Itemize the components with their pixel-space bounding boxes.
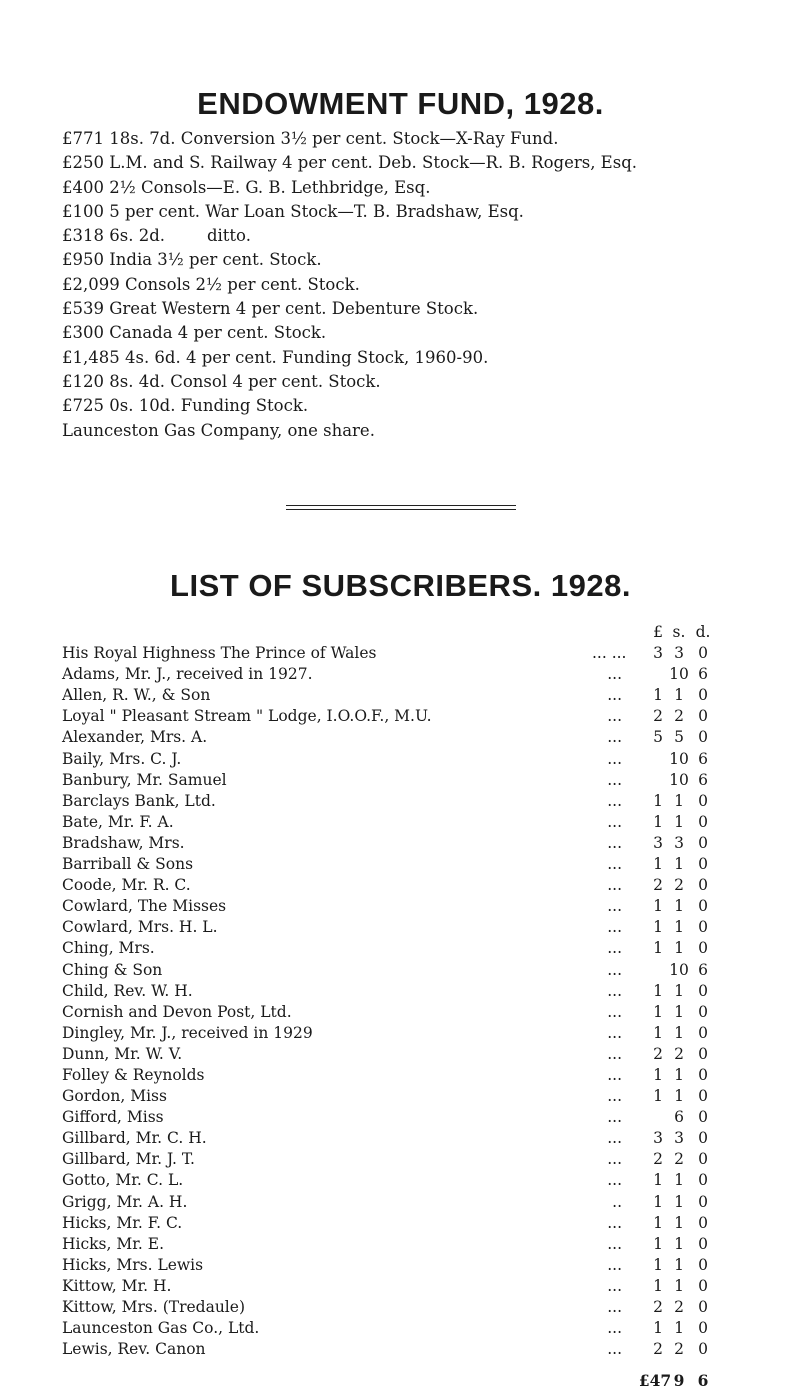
- amount-pence: 0: [698, 1023, 708, 1042]
- leader-dots: ...: [607, 1340, 622, 1359]
- amount-pounds: 2: [653, 1298, 663, 1316]
- amount-pounds: 1: [653, 1023, 663, 1042]
- subscriber-name: Hicks, Mr. F. C.: [62, 1213, 183, 1232]
- subscriber-name: Folley & Reynolds: [62, 1065, 205, 1084]
- subscriber-name: Coode, Mr. R. C.: [62, 876, 191, 895]
- leader-dots: ...: [607, 855, 622, 874]
- subscriber-name: Hicks, Mr. E.: [62, 1234, 165, 1253]
- leader-dots: ... ...: [592, 644, 627, 663]
- amount-pence: 6: [698, 665, 708, 684]
- subscriber-row: [62, 1339, 792, 1360]
- amount-pounds: 1: [653, 1002, 663, 1021]
- amount-pounds: 1: [653, 981, 663, 1000]
- pounds-header: £: [653, 623, 663, 641]
- subscriber-name: Cowlard, The Misses: [62, 897, 227, 916]
- leader-dots: ...: [607, 665, 622, 684]
- subscriber-row: [62, 1170, 792, 1191]
- amount-shillings: 2: [674, 707, 684, 726]
- subscribers-title: LIST OF SUBSCRIBERS. 1928.: [170, 568, 631, 603]
- subscriber-row: [62, 917, 792, 938]
- amount-shillings: 1: [674, 1192, 684, 1211]
- amount-shillings: 6: [674, 1108, 684, 1127]
- leader-dots: ...: [607, 770, 622, 789]
- subscriber-row: [62, 1149, 792, 1170]
- amount-pounds: 1: [653, 1087, 663, 1106]
- amount-shillings: 1: [674, 855, 684, 874]
- amount-shillings: 10: [669, 749, 689, 768]
- leader-dots: ...: [607, 1150, 622, 1169]
- leader-dots: ...: [607, 1129, 622, 1148]
- amount-pounds: 3: [653, 1129, 663, 1148]
- leader-dots: ...: [607, 876, 622, 895]
- amount-pounds: 1: [653, 1276, 663, 1295]
- amount-pounds: 1: [653, 686, 663, 705]
- subscriber-row: [62, 685, 792, 706]
- endowment-title: ENDOWMENT FUND, 1928.: [197, 86, 604, 121]
- subscriber-name: Bradshaw, Mrs.: [62, 833, 185, 852]
- subscriber-row: [62, 1023, 792, 1044]
- subscriber-name: Hicks, Mrs. Lewis: [62, 1255, 204, 1274]
- amount-shillings: 10: [669, 960, 689, 979]
- subscriber-name: Alexander, Mrs. A.: [62, 728, 208, 747]
- amount-pounds: 1: [653, 897, 663, 916]
- amount-shillings: 1: [674, 1065, 684, 1084]
- amount-shillings: 2: [674, 1298, 684, 1316]
- subscriber-name: Gillbard, Mr. J. T.: [62, 1150, 195, 1169]
- amount-pounds: 1: [653, 1065, 663, 1084]
- amount-shillings: 1: [674, 1234, 684, 1253]
- leader-dots: ...: [607, 749, 622, 768]
- amount-pounds: 1: [653, 918, 663, 937]
- amount-shillings: 3: [674, 833, 684, 852]
- amount-pounds: 1: [653, 791, 663, 810]
- amount-pence: 0: [698, 939, 708, 958]
- fund-line: £950 India 3½ per cent. Stock.: [62, 250, 322, 270]
- divider-rule-bottom: [286, 509, 516, 510]
- leader-dots: ...: [607, 686, 622, 705]
- currency-header-row: [62, 622, 792, 643]
- leader-dots: ...: [607, 1276, 622, 1295]
- amount-shillings: 1: [674, 897, 684, 916]
- subscriber-row: [62, 643, 792, 664]
- fund-line: Launceston Gas Company, one share.: [62, 420, 375, 440]
- leader-dots: ...: [607, 728, 622, 747]
- leader-dots: ...: [607, 939, 622, 958]
- divider-rule-top: [286, 505, 516, 506]
- fund-line: £120 8s. 4d. Consol 4 per cent. Stock.: [62, 371, 381, 391]
- subscriber-name: Adams, Mr. J., received in 1927.: [62, 665, 313, 684]
- amount-shillings: 1: [674, 1087, 684, 1106]
- subscriber-row: [62, 938, 792, 959]
- leader-dots: ...: [607, 1002, 622, 1021]
- amount-shillings: 1: [674, 1171, 684, 1190]
- amount-pounds: 2: [653, 876, 663, 895]
- amount-pence: 0: [698, 833, 708, 852]
- subscriber-name: Gillbard, Mr. C. H.: [62, 1129, 207, 1148]
- amount-pence: 0: [698, 1213, 708, 1232]
- leader-dots: ...: [607, 1023, 622, 1042]
- amount-pence: 0: [698, 918, 708, 937]
- amount-pounds: 2: [653, 1340, 663, 1359]
- fund-line: £318 6s. 2d. ditto.: [62, 226, 251, 246]
- amount-pounds: 2: [653, 707, 663, 726]
- amount-pence: 0: [698, 686, 708, 705]
- amount-pence: 0: [698, 1192, 708, 1211]
- subscriber-name: Dingley, Mr. J., received in 1929: [62, 1023, 313, 1042]
- subscriber-row: [62, 1213, 792, 1234]
- amount-shillings: 1: [674, 791, 684, 810]
- fund-line: £100 5 per cent. War Loan Stock—T. B. Bradshaw, Esq.: [62, 201, 524, 221]
- amount-shillings: 1: [674, 1319, 684, 1338]
- amount-pence: 0: [698, 897, 708, 916]
- amount-pence: 0: [698, 1255, 708, 1274]
- leader-dots: ...: [607, 960, 622, 979]
- amount-pence: 6: [698, 749, 708, 768]
- amount-pence: 0: [698, 1340, 708, 1359]
- amount-pence: 0: [698, 1298, 708, 1316]
- subscriber-name: Dunn, Mr. W. V.: [62, 1044, 183, 1063]
- amount-shillings: 3: [674, 644, 684, 663]
- amount-pounds: 2: [653, 1150, 663, 1169]
- leader-dots: ...: [607, 1234, 622, 1253]
- total-shillings: 9: [673, 1371, 685, 1391]
- subscriber-name: His Royal Highness The Prince of Wales: [62, 644, 377, 663]
- subscriber-name: Loyal " Pleasant Stream " Lodge, I.O.O.F., M.U.: [62, 707, 432, 726]
- amount-pence: 0: [698, 1108, 708, 1127]
- amount-shillings: 10: [669, 770, 689, 789]
- leader-dots: ...: [607, 1065, 622, 1084]
- amount-pence: 0: [698, 728, 708, 747]
- amount-pence: 6: [698, 960, 708, 979]
- amount-pence: 0: [698, 644, 708, 663]
- amount-pence: 0: [698, 1319, 708, 1338]
- leader-dots: ...: [607, 1044, 622, 1063]
- subscriber-rows: [62, 643, 792, 1360]
- pence-header: d.: [695, 623, 711, 641]
- fund-line: £725 0s. 10d. Funding Stock.: [62, 396, 309, 416]
- subscriber-row: [62, 1128, 792, 1149]
- amount-pence: 0: [698, 1044, 708, 1063]
- subscriber-row: [62, 1297, 792, 1318]
- amount-pence: 0: [698, 1065, 708, 1084]
- amount-pounds: 1: [653, 1234, 663, 1253]
- amount-pence: 0: [698, 707, 708, 726]
- amount-shillings: 2: [674, 1150, 684, 1169]
- subscriber-row: [62, 1255, 792, 1276]
- subscriber-name: Allen, R. W., & Son: [62, 686, 211, 705]
- leader-dots: ...: [607, 1298, 622, 1316]
- subscriber-row: [62, 749, 792, 770]
- amount-shillings: 1: [674, 1276, 684, 1295]
- amount-shillings: 3: [674, 1129, 684, 1148]
- amount-pence: 0: [698, 1129, 708, 1148]
- amount-pounds: 1: [653, 855, 663, 874]
- amount-pence: 0: [698, 1234, 708, 1253]
- subscriber-name: Ching, Mrs.: [62, 939, 155, 958]
- subscriber-row: [62, 1044, 792, 1065]
- amount-pounds: 1: [653, 939, 663, 958]
- amount-pounds: 2: [653, 1044, 663, 1063]
- fund-line: £539 Great Western 4 per cent. Debenture Stock.: [62, 299, 479, 319]
- leader-dots: ...: [607, 707, 622, 726]
- subscriber-name: Ching & Son: [62, 960, 163, 979]
- leader-dots: ...: [607, 1319, 622, 1338]
- amount-pounds: 1: [653, 1171, 663, 1190]
- amount-pence: 0: [698, 812, 708, 831]
- leader-dots: ...: [607, 897, 622, 916]
- amount-pence: 0: [698, 1171, 708, 1190]
- subscriber-row: [62, 1192, 792, 1213]
- subscriber-name: Kittow, Mr. H.: [62, 1276, 172, 1295]
- leader-dots: ...: [607, 1255, 622, 1274]
- leader-dots: ...: [607, 1171, 622, 1190]
- subscriber-row: [62, 1086, 792, 1107]
- amount-shillings: 1: [674, 1023, 684, 1042]
- amount-shillings: 5: [674, 728, 684, 747]
- amount-shillings: 1: [674, 1255, 684, 1274]
- fund-line: £1,485 4s. 6d. 4 per cent. Funding Stock, 1960-90.: [62, 347, 489, 367]
- amount-pence: 0: [698, 1276, 708, 1295]
- leader-dots: ..: [612, 1192, 622, 1211]
- subscriber-name: Barriball & Sons: [62, 855, 194, 874]
- subscriber-name: Cowlard, Mrs. H. L.: [62, 918, 218, 937]
- subscriber-name: Gotto, Mr. C. L.: [62, 1171, 184, 1190]
- subscriber-row: [62, 854, 792, 875]
- subscriber-row: [62, 1318, 792, 1339]
- leader-dots: ...: [607, 981, 622, 1000]
- subscriber-name: Kittow, Mrs. (Tredaule): [62, 1298, 245, 1316]
- subscriber-name: Gordon, Miss: [62, 1087, 167, 1106]
- total-pounds: £47: [638, 1371, 672, 1391]
- leader-dots: ...: [607, 812, 622, 831]
- amount-pounds: 1: [653, 1192, 663, 1211]
- fund-line: £2,099 Consols 2½ per cent. Stock.: [62, 274, 360, 294]
- subscriber-row: [62, 727, 792, 748]
- subscriber-row: [62, 1002, 792, 1023]
- subscriber-row: [62, 981, 792, 1002]
- amount-shillings: 1: [674, 686, 684, 705]
- subscriber-name: Grigg, Mr. A. H.: [62, 1192, 188, 1211]
- amount-shillings: 1: [674, 812, 684, 831]
- leader-dots: ...: [607, 833, 622, 852]
- amount-shillings: 1: [674, 981, 684, 1000]
- amount-pence: 0: [698, 981, 708, 1000]
- subscriber-name: Banbury, Mr. Samuel: [62, 770, 227, 789]
- subscriber-name: Child, Rev. W. H.: [62, 981, 193, 1000]
- total-pence: 6: [697, 1371, 709, 1391]
- subscriber-row: [62, 1065, 792, 1086]
- amount-pounds: 1: [653, 812, 663, 831]
- amount-pounds: 5: [653, 728, 663, 747]
- subscriber-row: [62, 770, 792, 791]
- fund-line: £300 Canada 4 per cent. Stock.: [62, 323, 327, 343]
- subscriber-name: Gifford, Miss: [62, 1108, 164, 1127]
- amount-shillings: 1: [674, 1002, 684, 1021]
- subscriber-table: [62, 622, 792, 1391]
- amount-shillings: 10: [669, 665, 689, 684]
- subscriber-row: [62, 896, 792, 917]
- amount-pounds: 1: [653, 1213, 663, 1232]
- leader-dots: ...: [607, 791, 622, 810]
- subscriber-row: [62, 1234, 792, 1255]
- amount-pence: 0: [698, 855, 708, 874]
- subscriber-row: [62, 706, 792, 727]
- subscriber-name: Cornish and Devon Post, Ltd.: [62, 1002, 292, 1021]
- amount-pounds: 3: [653, 833, 663, 852]
- subscriber-name: Lewis, Rev. Canon: [62, 1340, 206, 1359]
- amount-shillings: 1: [674, 1213, 684, 1232]
- amount-pence: 0: [698, 1002, 708, 1021]
- subscriber-row: [62, 812, 792, 833]
- fund-line: £250 L.M. and S. Railway 4 per cent. Deb. Stock—R. B. Rogers, Esq.: [62, 153, 638, 173]
- fund-line: £400 2½ Consols—E. G. B. Lethbridge, Esq.: [62, 177, 431, 197]
- leader-dots: ...: [607, 1087, 622, 1106]
- fund-line: £771 18s. 7d. Conversion 3½ per cent. Stock—X-Ray Fund.: [62, 129, 559, 148]
- subscriber-row: [62, 1276, 792, 1297]
- amount-pence: 0: [698, 876, 708, 895]
- amount-pounds: 1: [653, 1319, 663, 1338]
- subscriber-name: Barclays Bank, Ltd.: [62, 791, 216, 810]
- subscriber-row: [62, 960, 792, 981]
- amount-shillings: 1: [674, 918, 684, 937]
- amount-pence: 6: [698, 770, 708, 789]
- subscriber-row: [62, 833, 792, 854]
- amount-shillings: 1: [674, 939, 684, 958]
- leader-dots: ...: [607, 1108, 622, 1127]
- total-row: [62, 1370, 792, 1391]
- leader-dots: ...: [607, 918, 622, 937]
- shillings-header: s.: [672, 623, 686, 641]
- amount-pence: 0: [698, 1087, 708, 1106]
- amount-shillings: 2: [674, 1044, 684, 1063]
- subscriber-row: [62, 875, 792, 896]
- amount-pence: 0: [698, 791, 708, 810]
- subscriber-row: [62, 664, 792, 685]
- leader-dots: ...: [607, 1213, 622, 1232]
- subscriber-name: Bate, Mr. F. A.: [62, 812, 174, 831]
- subscriber-row: [62, 1107, 792, 1128]
- amount-pounds: 3: [653, 644, 663, 663]
- endowment-fund-list: [62, 127, 792, 443]
- amount-shillings: 2: [674, 1340, 684, 1359]
- subscriber-name: Baily, Mrs. C. J.: [62, 749, 182, 768]
- amount-pounds: 1: [653, 1255, 663, 1274]
- amount-shillings: 2: [674, 876, 684, 895]
- subscriber-row: [62, 791, 792, 812]
- amount-pence: 0: [698, 1150, 708, 1169]
- subscriber-name: Launceston Gas Co., Ltd.: [62, 1319, 260, 1338]
